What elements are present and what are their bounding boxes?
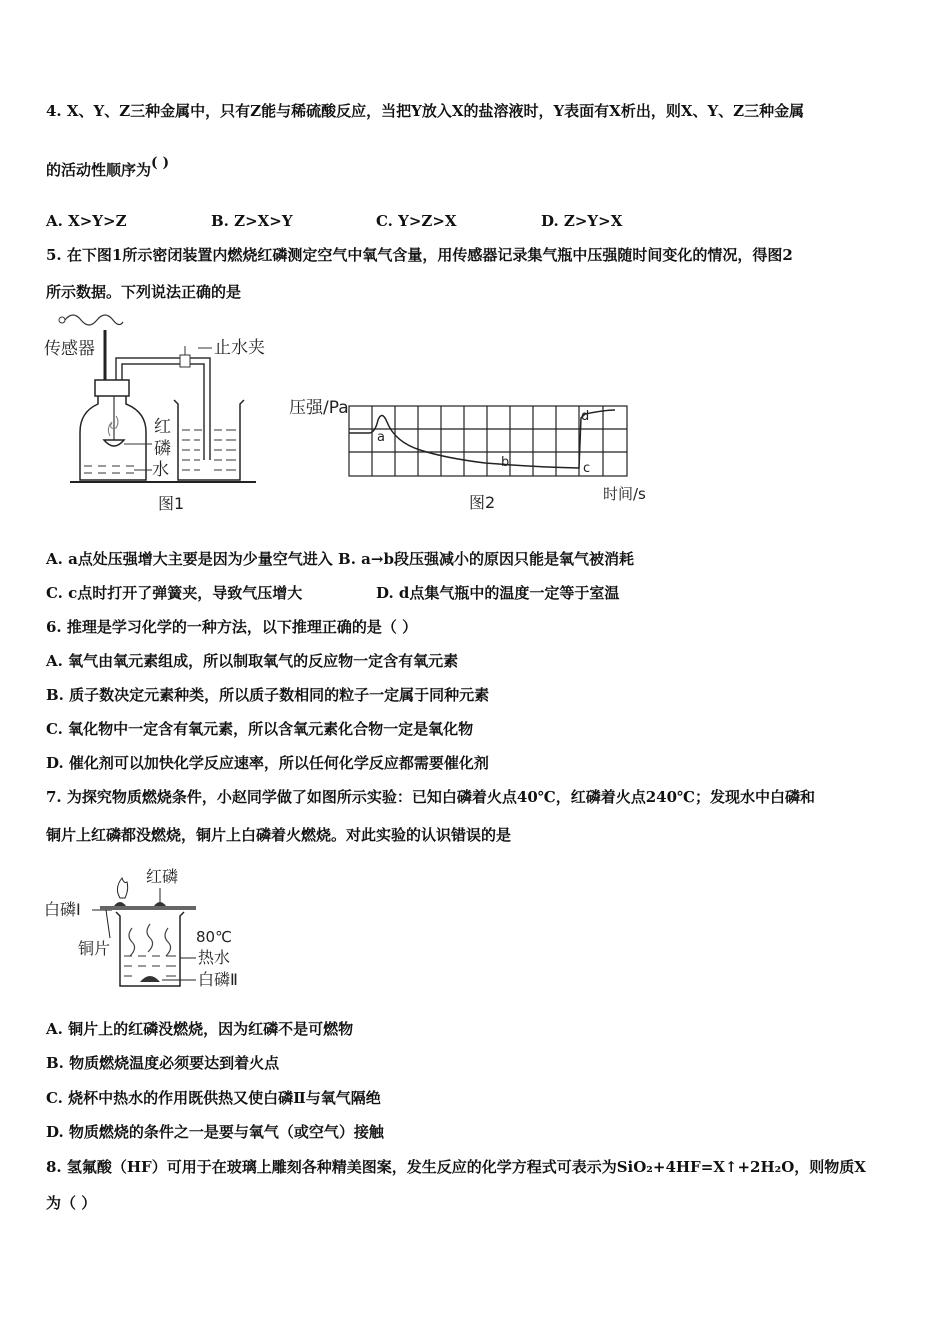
white-phosphorus-2 [140,976,160,982]
q5-option-d: D. d点集气瓶中的温度一定等于室温 [376,584,620,602]
sensor-wire [65,315,123,325]
flame-icon [117,878,127,898]
white-p2-label: 白磷Ⅱ [198,970,238,989]
point-c-label: c [583,461,591,476]
figure1-caption: 图1 [158,494,185,513]
white-p1-label: 白磷Ⅰ [44,900,81,919]
phosphorus-label: 磷 [154,439,171,459]
q8-stem-line1: 8. 氢氟酸（HF）可用于在玻璃上雕刻各种精美图案，发生反应的化学方程式可表示为SiO₂+4HF=X↑+2H₂O，则物质X [46,1158,866,1176]
beaker-water [182,430,236,470]
copper-leader [106,910,110,938]
q4-stem-line1: 4. X、Y、Z三种金属中，只有Z能与稀硫酸反应，当把Y放入X的盐溶液时，Y表面有X析出，则X、Y、Z三种金属 [46,102,805,120]
chart-xlabel: 时间/s [603,485,646,503]
water-label: 水 [152,460,169,480]
hot-water-label: 热水 [198,948,231,967]
q7-stem-line2: 铜片上红磷都没燃烧，铜片上白磷着火燃烧。对此实验的认识错误的是 [46,826,512,844]
q7-stem-line1: 7. 为探究物质燃烧条件，小赵同学做了如图所示实验：已知白磷着火点40℃，红磷着火点240℃；发现水中白磷和 [46,788,816,806]
clamp-icon [180,355,190,367]
q5-figure1-apparatus [40,308,280,518]
sensor-probe-tip [59,317,65,323]
q6-option-d: D. 催化剂可以加快化学反应速率，所以任何化学反应都需要催化剂 [46,754,489,772]
combustion-spoon [104,440,124,446]
point-d-label: d [581,409,590,424]
q4-option-d: D. Z>Y>X [541,212,623,230]
red-phosphorus-pile [154,902,166,906]
q7-option-a: A. 铜片上的红磷没燃烧，因为红磷不是可燃物 [46,1020,354,1038]
q6-option-c: C. 氧化物中一定含有氧元素，所以含氧元素化合物一定是氧化物 [46,720,474,738]
copper-sheet [100,906,196,910]
q4-answer-paren: ( ) [151,155,170,171]
q7-option-d: D. 物质燃烧的条件之一是要与氧气（或空气）接触 [46,1123,384,1141]
q6-option-b: B. 质子数决定元素种类，所以质子数相同的粒子一定属于同种元素 [46,686,490,704]
q5-stem-line1: 5. 在下图1所示密闭装置内燃烧红磷测定空气中氧气含量，用传感器记录集气瓶中压强随时间变化的情况，得图2 [46,246,793,264]
red-p-label: 红磷 [146,867,179,886]
q7-option-c: C. 烧杯中热水的作用既供热又使白磷Ⅱ与氧气隔绝 [46,1089,381,1107]
q4-option-c: C. Y>Z>X [376,212,457,230]
copper-label: 铜片 [78,939,111,958]
q5-option-c: C. c点时打开了弹簧夹，导致气压增大 [46,584,303,602]
q5-figure2-pressure-chart [285,390,665,520]
flame-icon [108,416,118,436]
bottle-water [84,466,134,473]
point-b-label: b [501,455,510,470]
q5-option-b: B. a→b段压强减小的原因只能是氧气被消耗 [338,550,634,568]
sensor-label: 传感器 [44,339,95,359]
q6-option-a: A. 氧气由氧元素组成，所以制取氧气的反应物一定含有氧元素 [46,652,459,670]
pressure-curve [349,410,615,468]
stopper [95,380,129,396]
chart-ylabel: 压强/Pa [289,398,349,418]
temp-label: 80℃ [196,928,232,946]
q5-options-row1 [46,549,634,569]
q4-options [46,211,622,231]
q5-stem-line2: 所示数据。下列说法正确的是 [46,283,242,301]
q7-figure-combustion [40,858,270,998]
q4-stem-text: 的活动性顺序为 [46,161,152,179]
figure2-caption: 图2 [469,493,496,512]
q5-options-row2 [46,583,619,603]
gas-bottle [80,396,146,480]
q4-option-b: B. Z>X>Y [211,212,293,230]
clamp-label: 止水夹 [214,338,265,358]
q5-option-a: A. a点处压强增大主要是因为少量空气进入 [46,550,333,568]
hot-water-lines [124,956,176,976]
point-a-label: a [377,430,385,445]
q6-stem: 6. 推理是学习化学的一种方法，以下推理正确的是（ ） [46,618,418,636]
red-label: 红 [154,417,171,437]
white-phosphorus-1 [114,902,126,906]
steam-icon [129,924,171,956]
q4-stem-line2 [46,155,170,181]
q8-stem-line2: 为（ ） [46,1194,97,1212]
q7-option-b: B. 物质燃烧温度必须要达到着火点 [46,1054,280,1072]
q4-option-a: A. X>Y>Z [46,212,127,230]
